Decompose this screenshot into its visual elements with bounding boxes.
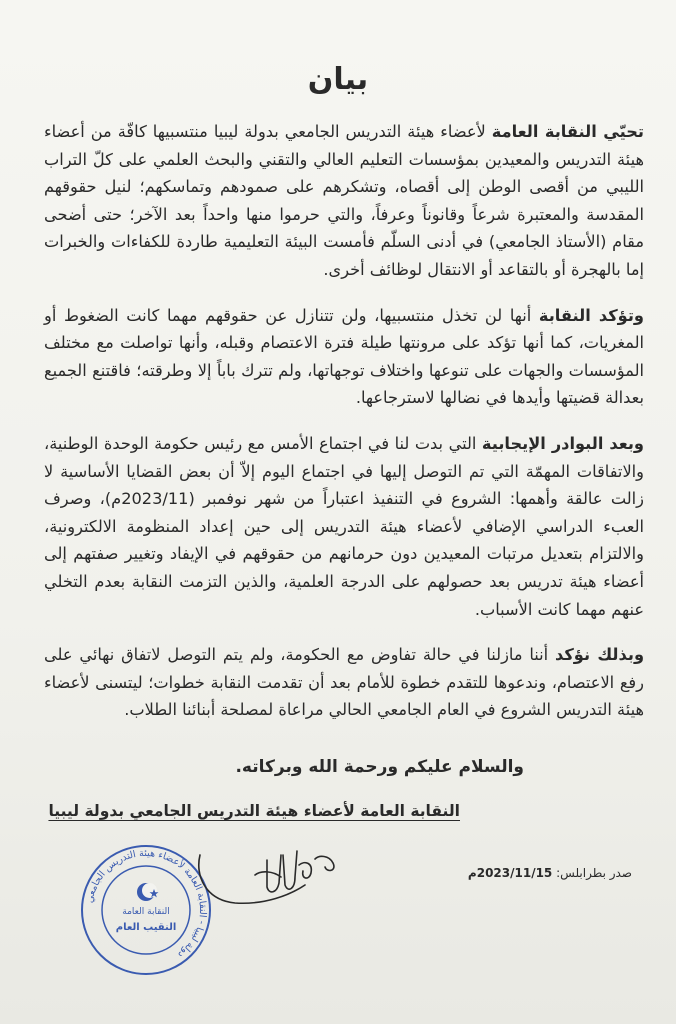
stamp-center-text: النقيب العام [115, 922, 177, 933]
paragraph-lead: تحيّي النقابة العامة [491, 122, 644, 141]
official-stamp [78, 842, 214, 978]
statement-body [44, 118, 644, 742]
stamp-outer-text: دولة ليبيا - النقابة العامة لأعضاء هيئة التدريس الجامعي [84, 847, 209, 961]
handwritten-signature [195, 815, 345, 915]
issue-date-line [452, 866, 632, 880]
closing-greeting: والسلام عليكم ورحمة الله وبركاته. [235, 757, 524, 777]
issue-place-label: صدر بطرابلس: [556, 866, 632, 880]
paragraph-text: لأعضاء هيئة التدريس الجامعي بدولة ليبيا منتسبيها كافّة من أعضاء هيئة التدريس والمعيدين بمؤسسات التعليم العالي والتقني والبحث العلمي على كلّ التراب الليبي من أقصى الوطن إلى أقصاه، وتشكرهم على صمودهم وتماسكهم؛ لنيل حقوقهم المقدسة والمعتبرة شرعاً وقانوناً وعرفاً، والتي حرموا منها واحداً بعد الآخر؛ حتى أضحى مقام (الأستاذ الجامعي) في أدنى السلّم فأمست البيئة التعليمية طاردة للكفاءات والخبرات إما بالهجرة أو بالتقاعد أو الانتقال لوظائف أخرى. [44, 122, 644, 279]
issue-date: 2023/11/15م [467, 866, 553, 880]
crescent-star-icon [137, 883, 159, 901]
paragraph-lead: وبعد البوادر الإيجابية [481, 433, 644, 453]
stamp-inner-text: النقابة العامة [122, 907, 170, 917]
paragraph-text: التي بدت لنا في اجتماع الأمس مع رئيس حكومة الوحدة الوطنية، والاتفاقات المهمّة التي تم التوصل إليها في اجتماع اليوم إلاّ أن بعض القضايا الأساسية لا زالت عالقة وأهمها: الشروع في التنفيذ اعتباراً من شهر نوفمبر (2023/11م)، وصرف العبء الدراسي الإضافي لأعضاء هيئة التدريس إلى حين إعداد المنظومة الالكترونية، والالتزام بتعديل مرتبات المعيدين دون حرمانهم من حقوقهم في الإيفاد وتغيير صفتهم إلى أعضاء هيئة تدريس بعد حصولهم على الدرجة العلمية، والذين التزمت النقابة بعدم التخلي عنهم مهما كانت الأسباب. [44, 433, 644, 619]
paragraph-3 [44, 430, 644, 623]
paragraph-text: أنها لن تخذل منتسبيها، ولن تتنازل عن حقوقهم مهما كانت الضغوط أو المغريات، كما أنها تؤكد على مرونتها طيلة فترة الاعتصام وقبله، وأنها تواصلت مع مختلف المؤسسات والجهات على تنوعها واختلاف توجهاتها، ولم تترك باباً إلا وطرقته؛ فاقتنع الجميع بعدالة قضيتها وأيدها في نضالها لاسترجاعها. [44, 305, 644, 408]
organization-signature-line: النقابة العامة لأعضاء هيئة التدريس الجامعي بدولة ليبيا [48, 802, 460, 820]
paragraph-lead: وتؤكد النقابة [538, 305, 644, 325]
document-title: بيان [307, 62, 369, 97]
paragraph-lead: وبذلك نؤكد [555, 645, 645, 665]
paragraph-4 [44, 641, 644, 724]
paragraph-1 [44, 118, 644, 284]
paragraph-text: أننا مازلنا في حالة تفاوض مع الحكومة، ولم يتم التوصل لاتفاق نهائي على رفع الاعتصام، وندعوها للتقدم خطوة للأمام بعد أن تقدمت النقابة خطوات؛ ليتسنى لأعضاء هيئة التدريس الشروع في العام الجامعي الحالي مراعاة لمصلحة أبنائنا الطلاب. [44, 645, 644, 720]
paragraph-2 [44, 302, 644, 412]
